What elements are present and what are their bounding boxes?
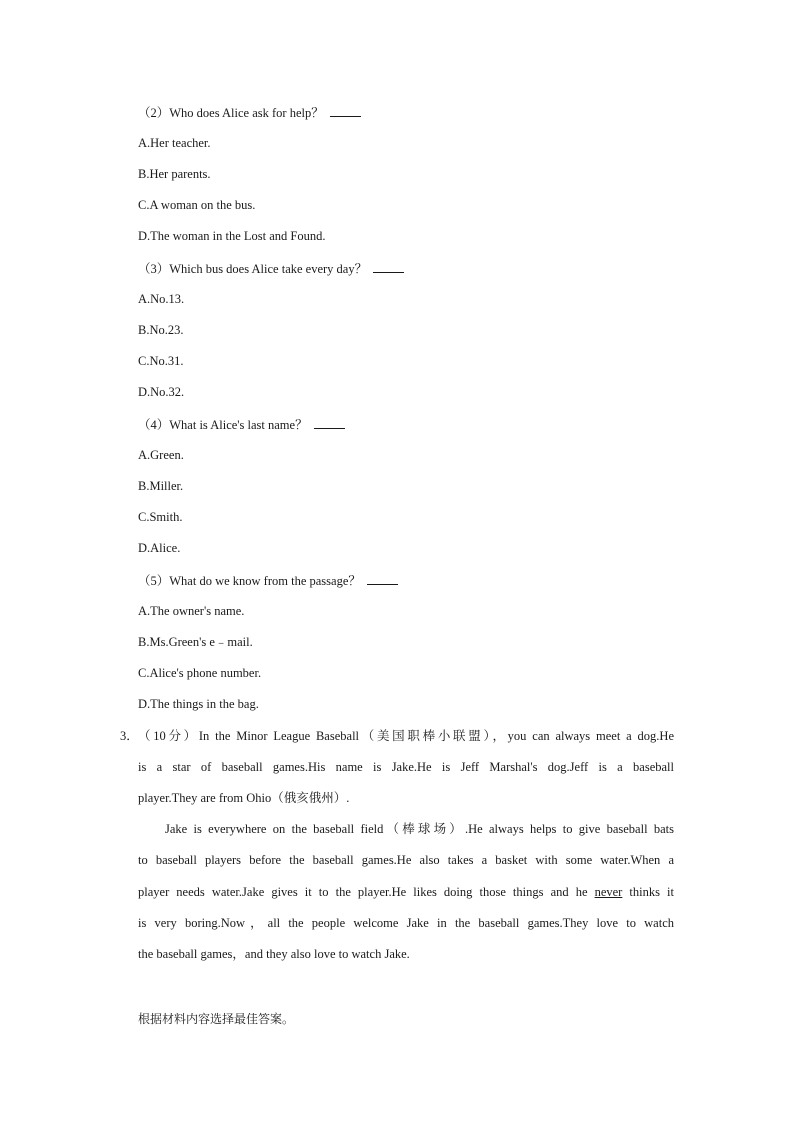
passage-line: is a star of baseball games.His name is Jake.He is Jeff Marshal's dog.Jeff is a baseball — [138, 760, 674, 774]
passage-line: the baseball games，and they also love to watch Jake. — [138, 947, 410, 961]
passage-line: （10分）In the Minor League Baseball（美国职棒小联盟），you can always meet a dog.He — [138, 729, 674, 743]
q3-option-d: D.No.32. — [138, 385, 185, 399]
q3-option-b: B.No.23. — [138, 323, 184, 337]
passage-line: Jake is everywhere on the baseball field（棒球场）.He always helps to give baseball bats — [165, 822, 674, 836]
question-5-stem: （5）What do we know from the passage？ — [138, 572, 398, 589]
passage-line: player needs water.Jake gives it to the player.He likes doing those things and he never thinks it — [138, 885, 674, 899]
passage-line: to baseball players before the baseball games.He also takes a basket with some water.When a — [138, 853, 674, 867]
passage-line: is very boring.Now，all the people welcome Jake in the baseball games.They love to watch — [138, 916, 674, 930]
q2-option-a: A.Her teacher. — [138, 136, 211, 150]
q3-option-a: A.No.13. — [138, 292, 185, 306]
q4-option-c: C.Smith. — [138, 510, 183, 524]
question-4-stem: （4）What is Alice's last name？ — [138, 416, 345, 433]
passage-line: player.They are from Ohio（俄亥俄州）. — [138, 791, 350, 805]
q2-option-b: B.Her parents. — [138, 167, 211, 181]
section-number: 3． — [120, 729, 139, 743]
q5-option-a: A.The owner's name. — [138, 604, 245, 618]
answer-blank — [373, 260, 404, 273]
answer-blank — [314, 416, 345, 429]
answer-blank — [330, 104, 361, 117]
q5-option-d: D.The things in the bag. — [138, 697, 259, 711]
answer-blank — [367, 572, 398, 585]
underlined-word: never — [594, 885, 623, 899]
q5-option-b: B.Ms.Green's e﹣mail. — [138, 635, 253, 649]
q2-option-c: C.A woman on the bus. — [138, 198, 256, 212]
instruction-text: 根据材料内容选择最佳答案。 — [138, 1012, 295, 1026]
q4-option-d: D.Alice. — [138, 541, 181, 555]
q4-option-a: A.Green. — [138, 448, 184, 462]
q4-option-b: B.Miller. — [138, 479, 184, 493]
question-2-stem: （2）Who does Alice ask for help？ — [138, 104, 361, 121]
q3-option-c: C.No.31. — [138, 354, 184, 368]
q2-option-d: D.The woman in the Lost and Found. — [138, 229, 326, 243]
question-3-stem: （3）Which bus does Alice take every day？ — [138, 260, 404, 277]
q5-option-c: C.Alice's phone number. — [138, 666, 262, 680]
